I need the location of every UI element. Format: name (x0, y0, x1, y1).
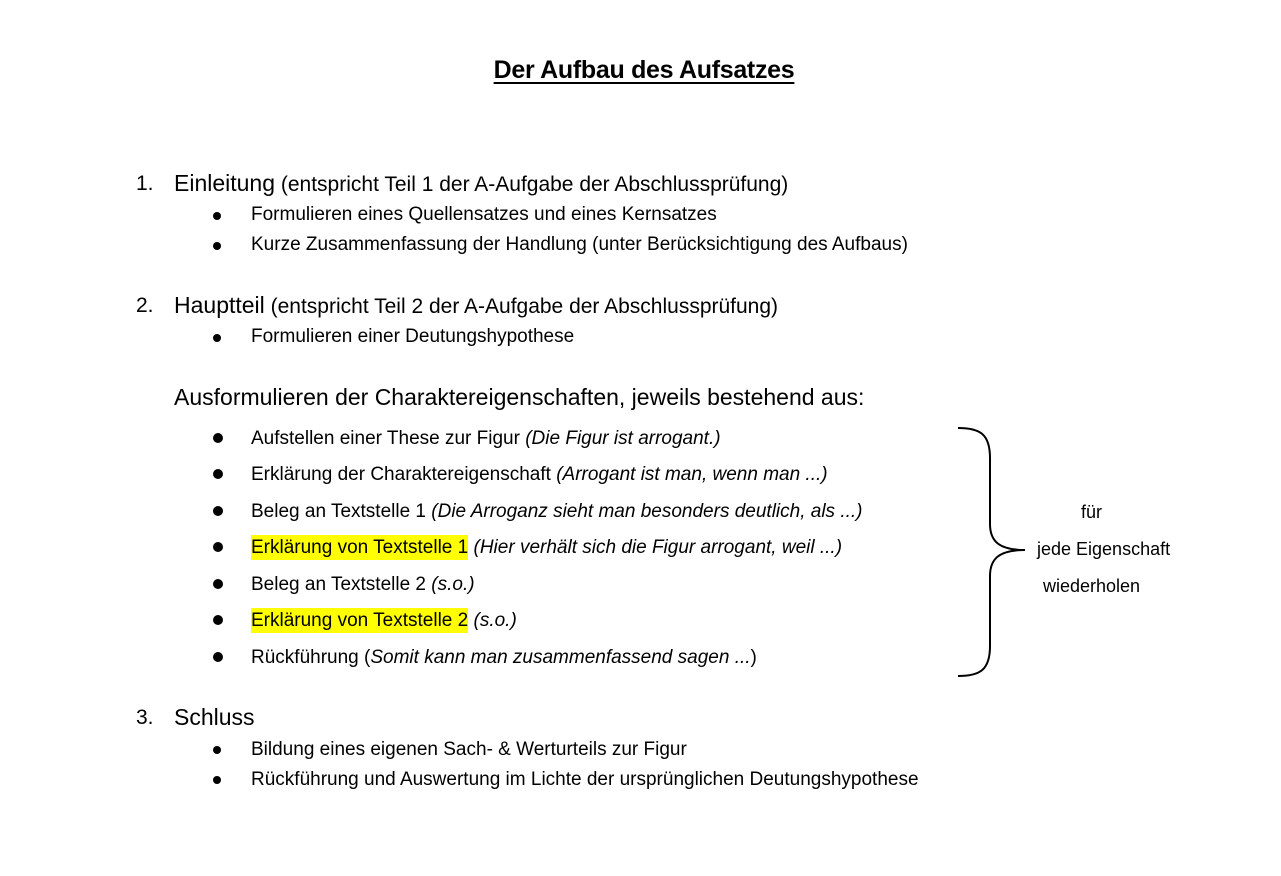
curly-brace-icon (955, 424, 1027, 680)
brace-note-line: wiederholen (1043, 576, 1141, 596)
bullet-icon (213, 579, 223, 589)
step-item (251, 610, 517, 632)
section-2-heading-note: (entspricht Teil 2 der A-Aufgabe der Abschlussprüfung) (270, 295, 779, 318)
step-item (251, 574, 475, 596)
section-1-heading: Einleitung (174, 170, 276, 196)
section-2-subheading: Ausformulieren der Charaktereigenschaften, jeweils bestehend aus: (174, 384, 865, 410)
section-1-bullet: Formulieren eines Quellensatzes und eines Kernsatzes (251, 204, 717, 225)
page-title: Der Aufbau des Aufsatzes (493, 56, 795, 84)
step-text: Aufstellen einer These zur Figur (251, 428, 520, 449)
bullet-icon (213, 746, 221, 754)
section-1-heading-line (174, 170, 788, 197)
section-2-bullet: Formulieren einer Deutungshypothese (251, 326, 575, 347)
step-item (251, 464, 828, 486)
step-example: (Arrogant ist man, wenn man ...) (556, 464, 828, 485)
bullet-icon (213, 334, 221, 342)
step-text: Rückführung ( (251, 647, 371, 668)
section-1-number: 1. (136, 172, 154, 195)
step-example: (Hier verhält sich die Figur arrogant, weil ...) (473, 537, 843, 558)
brace-note-line: jede Eigenschaft (1037, 539, 1171, 559)
step-suffix: ) (750, 647, 757, 668)
bullet-icon (213, 615, 223, 625)
step-example: Somit kann man zusammenfassend sagen ... (370, 647, 751, 668)
step-text: Erklärung der Charaktereigenschaft (251, 464, 551, 485)
section-1-heading-note: (entspricht Teil 1 der A-Aufgabe der Abschlussprüfung) (280, 173, 789, 196)
step-example: (s.o.) (473, 610, 517, 631)
section-1-bullet: Kurze Zusammenfassung der Handlung (unter Berücksichtigung des Aufbaus) (251, 234, 908, 255)
bullet-icon (213, 776, 221, 784)
step-text: Beleg an Textstelle 2 (251, 574, 426, 595)
section-3-bullet: Bildung eines eigenen Sach- & Werturteils zur Figur (251, 739, 687, 760)
section-3-number: 3. (136, 706, 154, 729)
bullet-icon (213, 212, 221, 220)
step-text-highlighted: Erklärung von Textstelle 2 (251, 610, 469, 631)
section-2-heading-line (174, 292, 778, 319)
step-example: (Die Arroganz sieht man besonders deutlich, als ...) (431, 501, 863, 522)
bullet-icon (213, 506, 223, 516)
step-item (251, 501, 863, 523)
bullet-icon (213, 652, 223, 662)
section-3-heading-line (174, 704, 255, 731)
step-item (251, 647, 757, 669)
bullet-icon (213, 242, 221, 250)
step-item (251, 537, 842, 559)
section-3-heading: Schluss (174, 704, 255, 730)
section-2-heading: Hauptteil (174, 292, 265, 318)
section-2-number: 2. (136, 294, 154, 317)
brace-note-line: für (1081, 502, 1103, 522)
step-text: Beleg an Textstelle 1 (251, 501, 426, 522)
step-item (251, 428, 721, 450)
bullet-icon (213, 469, 223, 479)
step-example: (s.o.) (431, 574, 475, 595)
bullet-icon (213, 542, 223, 552)
section-3-bullet: Rückführung und Auswertung im Lichte der ursprünglichen Deutungshypothese (251, 769, 919, 790)
bullet-icon (213, 433, 223, 443)
step-example: (Die Figur ist arrogant.) (525, 428, 721, 449)
step-text-highlighted: Erklärung von Textstelle 1 (251, 537, 469, 558)
